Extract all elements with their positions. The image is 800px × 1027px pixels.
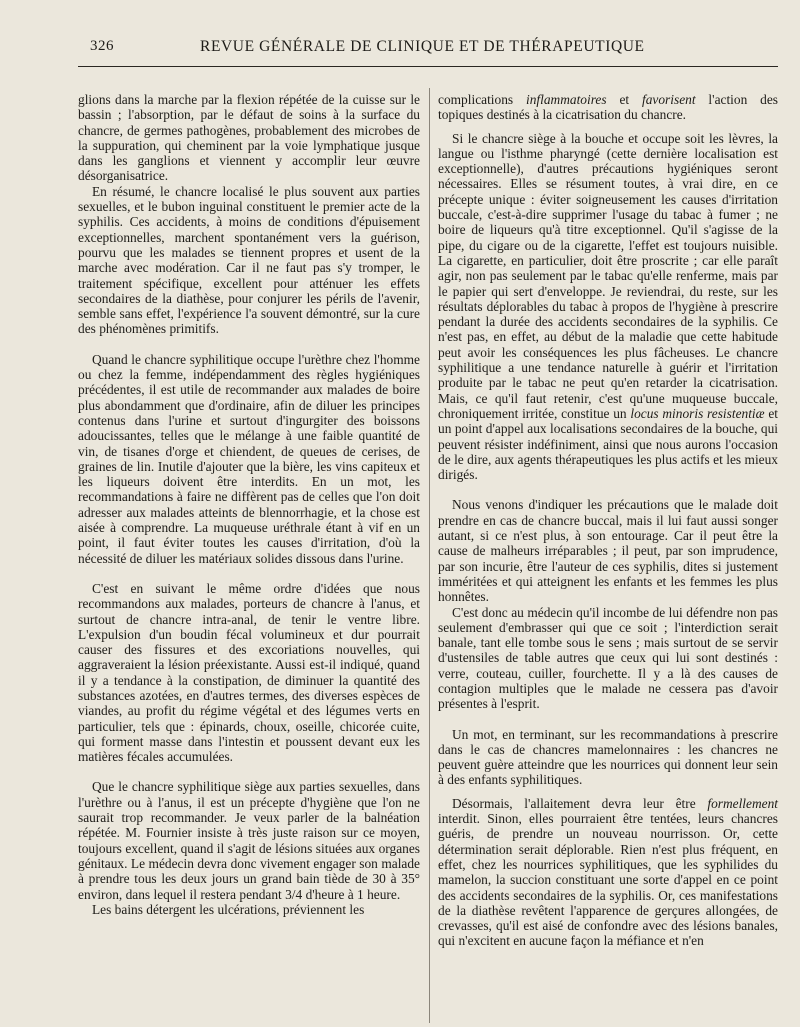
text-span: et — [606, 92, 642, 107]
text-span: complications — [438, 92, 526, 107]
page-number: 326 — [90, 38, 114, 54]
text-span: l'action des topiques destinés à la cicatrisation du chancre. — [438, 92, 779, 123]
paragraph — [438, 92, 778, 123]
italic-text: formellement — [707, 795, 778, 811]
paragraph: En résumé, le chancre localisé le plus souvent aux parties sexuelles, et le bubon inguinal constituent le premier acte de la syphilis. Ces accidents, à moins de conditions d'épuisement exceptionnelles, marchent spontanément vers la guérison, pourvu que les malades se tiennent propres et usent de la marche avec modération. Car il ne faut pas s'y tromper, le traitement spécifique, excellent pour atténuer les effets secondaires de la diathèse, pour conjurer les périls de l'avenir, semble sans effet, l'expérience l'a souvent démontré, sur la cure des phénomènes primitifs. — [78, 183, 420, 337]
paragraph — [438, 131, 778, 483]
italic-text: favorisent — [642, 92, 696, 107]
paragraph: C'est en suivant le même ordre d'idées que nous recommandons aux malades, porteurs de chancre à l'anus, et surtout de chancre intra-anal, de tenir le ventre libre. L'expulsion d'un boudin fécal volumineux et dur pourrait causer des fissures et des excoriations nouvelles, qui aggraveraient la lésion préexistante. Aussi est-il indiqué, quand il y a tendance à la constipation, de diminuer la quantité des substances azotées, en d'autres termes, des diverses espèces de viandes, au profit du régime végétal et des légumes verts en particulier, tels que : épinards, choux, oseille, chicorée cuite, qui forment masse dans l'intestin et poussent devant eux les matières fécales accumulées. — [78, 580, 420, 765]
paragraph: Un mot, en terminant, sur les recommandations à prescrire dans le cas de chancres mamelonnaires : les chancres ne peuvent guère atteindre que les nourrices qui donnent leur sein à des enfants syphilitiques. — [438, 726, 778, 788]
running-title: REVUE GÉNÉRALE DE CLINIQUE ET DE THÉRAPEUTIQUE — [200, 38, 645, 55]
paragraph: glions dans la marche par la flexion répétée de la cuisse sur le bassin ; l'absorption, par le défaut de soins à la surface du chancre, de germes pathogènes, probablement des microbes de la suppuration, qui cheminent par la voie lymphatique jusque dans les ganglions et viennent y accomplir leur œuvre désorganisatrice. — [78, 92, 420, 184]
italic-text: locus minoris resistentiæ — [630, 405, 765, 421]
text-span: Désormais, l'allaitement devra leur être — [452, 795, 708, 811]
right-column — [438, 92, 778, 1022]
italic-text: inflammatoires — [526, 92, 607, 107]
text-span: interdit. Sinon, elles pourraient être tentées, leurs chancres guéris, de prendre un nouveau nourrisson. Or, cette détermination serait déplorable. Rien n'est plus fréquent, en effet, chez les nourrices syphilitiques, que les syphilides du mamelon, la succion constituant une sorte d'appel en ce point des accidents secondaires de la syphilis. Or, ces manifestations de la diathèse revêtent l'apparence de gerçures allongées, de crevasses, qu'il est aisé de confondre avec des lésions banales, qui n'excitent en aucune façon la méfiance et n'en — [438, 811, 778, 949]
paragraph — [438, 796, 778, 949]
paragraph: Quand le chancre syphilitique occupe l'urèthre chez l'homme ou chez la femme, indépendamment des règles hygiéniques précédentes, il est utile de recommander aux malades de boire plus abondamment que d'ordinaire, afin de diluer les principes contenus dans l'urine et surtout d'ingurgiter des boissons adoucissantes, telles que le mélange à une faible quantité de vin, de tisanes d'orge et chiendent, de queues de cerises, de graines de lin. Inutile d'ajouter que la bière, les vins capiteux et les liqueurs doivent être interdits. En un mot, les recommandations à faire ne diffèrent pas de celles que l'on doit adresser aux malades atteints de blennorrhagie, et la chose est aisée à comprendre. La muqueuse uréthrale étant à vif en un point, il faut éviter toutes les causes d'irritation, d'où la nécessité de diluer les matériaux solides dissous dans l'urine. — [78, 351, 420, 566]
column-divider — [429, 88, 430, 1023]
paragraph: Que le chancre syphilitique siège aux parties sexuelles, dans l'urèthre ou à l'anus, il est un précepte d'hygiène que l'on ne saurait trop recommander. Je veux parler de la balnéation répétée. M. Fournier insiste à très juste raison sur ce moyen, toujours excellent, quand il s'agit de lésions situées aux organes génitaux. Le médecin devra donc vivement engager son malade à prendre tous les deux jours un grand bain tiède de 30 à 35° environ, dans lequel il restera pendant 3/4 d'heure à 1 heure. — [78, 779, 420, 902]
paragraph: Les bains détergent les ulcérations, préviennent les — [92, 901, 365, 917]
text-span: et un point d'appel aux localisations secondaires de la bouche, qui peuvent résister indéfiniment, ainsi que nous aurons l'occasion de le dire, aux agents thérapeutiques les plus actifs et les mieux dirigés. — [438, 405, 778, 483]
page-header — [0, 30, 800, 70]
text-span: Si le chancre siège à la bouche et occupe soit les lèvres, la langue ou l'isthme pharyngé (cette dernière localisation est exceptionnelle), d'autres précautions hygiéniques seront nécessaires. Elles se résument toutes, à vrai dire, en ce précepte unique : éviter soigneusement les causes d'irritation buccale, c'est-à-dire supprimer l'usage du tabac à fumer ; ne boire de liqueurs qu'à titre exceptionnel. Qu'il s'agisse de la pipe, du cigare ou de la cigarette, l'effet est toujours nuisible. La cigarette, en particulier, doit être proscrite ; car elle paraît agir, non pas seulement par le tabac qu'elle renferme, mais par le papier qui sert d'enveloppe. Je reviendrai, du reste, sur les résultats déplorables du tabac à propos de l'hygiène à prescrire pendant la durée des accidents secondaires de la syphilis. Ce n'est pas, en effet, au début de la maladie que cette habitude peut avoir les conséquences les plus fâcheuses. Le chancre syphilitique a une tendance naturelle à guérir et l'irritation produite par le tabac ne peut qu'en retarder la cicatrisation. Mais, ce qu'il faut retenir, c'est qu'une muqueuse buccale, chroniquement irritée, constitue un — [438, 130, 778, 421]
paragraph: C'est donc au médecin qu'il incombe de lui défendre non pas seulement d'embrasser qui que ce soit ; l'interdiction serait banale, tant elle tombe sous le sens ; mais surtout de se servir d'ustensiles de table autres que ceux qui lui sont destinés : verre, couteau, cuiller, fourchette. Il y a là des causes de contagion multiples que le malade ne cessera pas d'avoir présentes à l'esprit. — [438, 604, 778, 712]
paragraph: Nous venons d'indiquer les précautions que le malade doit prendre en cas de chancre buccal, mais il lui faut aussi songer autant, si ce n'est plus, à son entourage. Car il peut être la cause de malheurs irréparables ; il peut, par son imprudence, par son incurie, être l'auteur de ces syphilis, dites si justement imméritées et qui atteignent les enfants et les femmes les plus honnêtes. — [438, 497, 778, 605]
header-rule — [78, 66, 778, 67]
left-column — [78, 92, 420, 1022]
